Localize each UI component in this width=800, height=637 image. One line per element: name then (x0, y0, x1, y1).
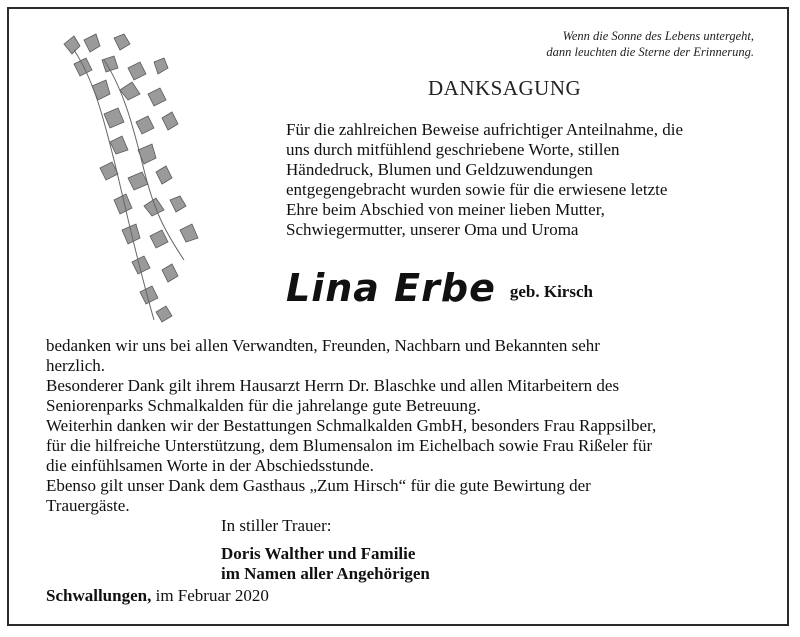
mourning-label: In stiller Trauer: (221, 516, 332, 535)
notice-date: im Februar 2020 (151, 586, 269, 605)
body-line: Seniorenparks Schmalkalden für die jahrelange gute Betreuung. (46, 396, 481, 415)
mourning-signature (221, 516, 430, 584)
body-line: Trauergäste. (46, 496, 130, 515)
body-line: Besonderer Dank gilt ihrem Hausarzt Herrn Dr. Blaschke und allen Mitarbeitern des (46, 376, 620, 395)
intro-line: Schwiegermutter, unserer Oma und Uroma (286, 220, 579, 239)
notice-heading: DANKSAGUNG (428, 76, 582, 100)
intro-line: Ehre beim Abschied von meiner lieben Mutter, (286, 200, 605, 219)
ivy-leaves-icon (44, 30, 214, 330)
family-line-2: im Namen aller Angehörigen (221, 564, 430, 583)
deceased-name: Lina Erbe (286, 266, 496, 310)
body-line: Ebenso gilt unser Dank dem Gasthaus „Zum Hirsch“ für die gute Bewirtung der (46, 476, 591, 495)
body-line: bedanken wir uns bei allen Verwandten, Freunden, Nachbarn und Bekannten sehr (46, 336, 600, 355)
intro-line: uns durch mitfühlend geschriebene Worte, stillen (286, 140, 620, 159)
quote-line-2: dann leuchten die Sterne der Erinnerung. (546, 45, 754, 59)
intro-line: Händedruck, Blumen und Geldzuwendungen (286, 160, 593, 179)
intro-line: Für die zahlreichen Beweise aufrichtiger Anteilnahme, die (286, 120, 683, 139)
epigraph-quote (546, 28, 754, 60)
body-line: Weiterhin danken wir der Bestattungen Schmalkalden GmbH, besonders Frau Rappsilber, (46, 416, 657, 435)
quote-line-1: Wenn die Sonne des Lebens untergeht, (562, 29, 754, 43)
body-line: herzlich. (46, 356, 105, 375)
deceased-name-block (286, 266, 593, 310)
place-date (46, 586, 269, 606)
intro-paragraph (286, 120, 756, 240)
family-line-1: Doris Walther und Familie (221, 544, 416, 563)
intro-line: entgegengebracht wurden sowie für die erwiesene letzte (286, 180, 668, 199)
birth-name: geb. Kirsch (509, 282, 593, 301)
place-town: Schwallungen, (46, 586, 152, 605)
body-line: die einfühlsamen Worte in der Abschiedsstunde. (46, 456, 374, 475)
body-line: für die hilfreiche Unterstützung, dem Blumensalon im Eichelbach sowie Frau Rißeler für (46, 436, 653, 455)
thanks-body (46, 336, 766, 516)
